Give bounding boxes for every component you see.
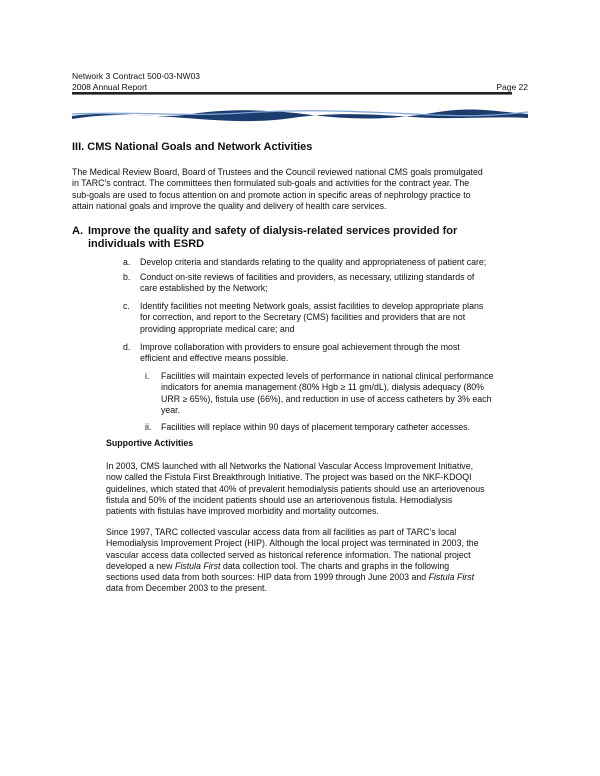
page-number: Page 22 [496,82,528,92]
intro-line: attain national goals and improve the quality and delivery of health care services. [72,200,387,211]
paragraph-line: fistula and 50% of the incident patients should use an arteriovenous fistula. Hemodialysis [106,494,453,505]
paragraph-line: guidelines, which stated that 40% of prevalent hemodialysis patients should use an arteriovenous [106,483,485,494]
list-item-label: d. [123,342,131,352]
sub-list-item-text [161,422,470,433]
list-item-line: care established by the Network; [140,283,268,294]
sub-list-item-line: year. [161,404,181,415]
supportive-heading: Supportive Activities [106,438,194,448]
supportive-paragraph-1 [106,461,531,517]
sub-list-item-label: i. [145,371,150,381]
sub-list-item-label: ii. [145,422,152,432]
intro-line: in TARC’s contract. The committees then formulated sub-goals and activities for the contract year. The [72,178,470,189]
list-item-text [140,272,474,295]
list-item-text [140,257,486,268]
sub-list-item-text [161,371,493,416]
list-item-line: efficient and effective means possible. [140,353,289,364]
paragraph-text: developed a new [106,560,175,571]
sub-list-item-line: Facilities will replace within 90 days of placement temporary catheter accesses. [161,422,471,432]
intro-line: The Medical Review Board, Board of Trustees and the Council reviewed national CMS goals promulgated [72,167,483,177]
paragraph-line [106,572,531,583]
section-title: III. CMS National Goals and Network Activities [72,141,313,153]
list-item-label: b. [123,272,131,282]
header-report [72,82,528,92]
paragraph-line: vascular access data collected served as historical reference information. The national project [106,549,471,560]
paragraph-line: Hemodialysis Improvement Project (HIP). Although the local project was terminated in 2003, the [106,538,479,549]
fistula-first-emphasis: Fistula First [174,560,221,571]
list-item-label: c. [123,301,130,311]
subsection-title-line: individuals with ESRD [88,238,205,250]
paragraph-line: data from December 2003 to the present. [106,583,267,594]
list-item-text [140,342,460,365]
subsection-title [88,225,508,251]
intro-line: sub-goals are used to focus attention on and promote action in specific areas of nephrology practice to [72,189,471,200]
paragraph-line: Since 1997, TARC collected vascular access data from all facilities as part of TARC’s local [106,527,457,537]
paragraph-line [106,561,531,572]
list-item-text [140,301,483,335]
paragraph-line: now called the Fistula First Breakthrough Initiative. The project was based on the NKF-KDOQI [106,472,472,483]
subsection-title-line: Improve the quality and safety of dialysis-related services provided for [88,225,458,237]
fistula-first-emphasis: Fistula First [428,572,475,583]
sub-list-item-line: indicators for anemia management (80% Hgb ≥ 11 gm/dL), dialysis adequacy (80% [161,382,484,393]
list-item-line: Improve collaboration with providers to ensure goal achievement through the most [140,342,460,352]
sub-list-item-line: Facilities will maintain expected levels of performance in national clinical performance [161,371,494,381]
subsection-label: A. [72,225,83,237]
header-rule-thin [72,94,512,95]
list-item-line: Identify facilities not meeting Network goals, assist facilities to develop appropriate plans [140,301,484,311]
sub-list-item-line: URR ≥ 65%), fistula use (66%), and reduction in use of access catheters by 3% each [161,393,492,404]
header-contract [72,71,528,81]
supportive-paragraph-2 [106,527,531,595]
paragraph-text: data collection tool. The charts and graphs in the following [220,560,450,571]
list-item-line: Conduct on-site reviews of facilities and providers, as necessary, utilizing standards of [140,272,475,282]
paragraph-text: sections used data from both sources: HIP data from 1999 through June 2003 and [106,572,429,583]
intro-paragraph [72,167,530,212]
list-item-line: providing appropriate medical care; and [140,323,295,334]
list-item-line: for correction, and report to the Secretary (CMS) facilities and providers that are not [140,312,466,323]
paragraph-line: In 2003, CMS launched with all Networks the National Vascular Access Improvement Initiative, [106,461,474,471]
header-contract-text: Network 3 Contract 500-03-NW03 [72,71,201,81]
list-item-line: Develop criteria and standards relating to the quality and appropriateness of patient care; [140,257,487,267]
list-item-label: a. [123,257,131,267]
decorative-wave-divider [72,108,528,122]
paragraph-line: patients with fistulas have improved morbidity and mortality outcomes. [106,506,379,517]
header-report-text: 2008 Annual Report [72,82,148,92]
